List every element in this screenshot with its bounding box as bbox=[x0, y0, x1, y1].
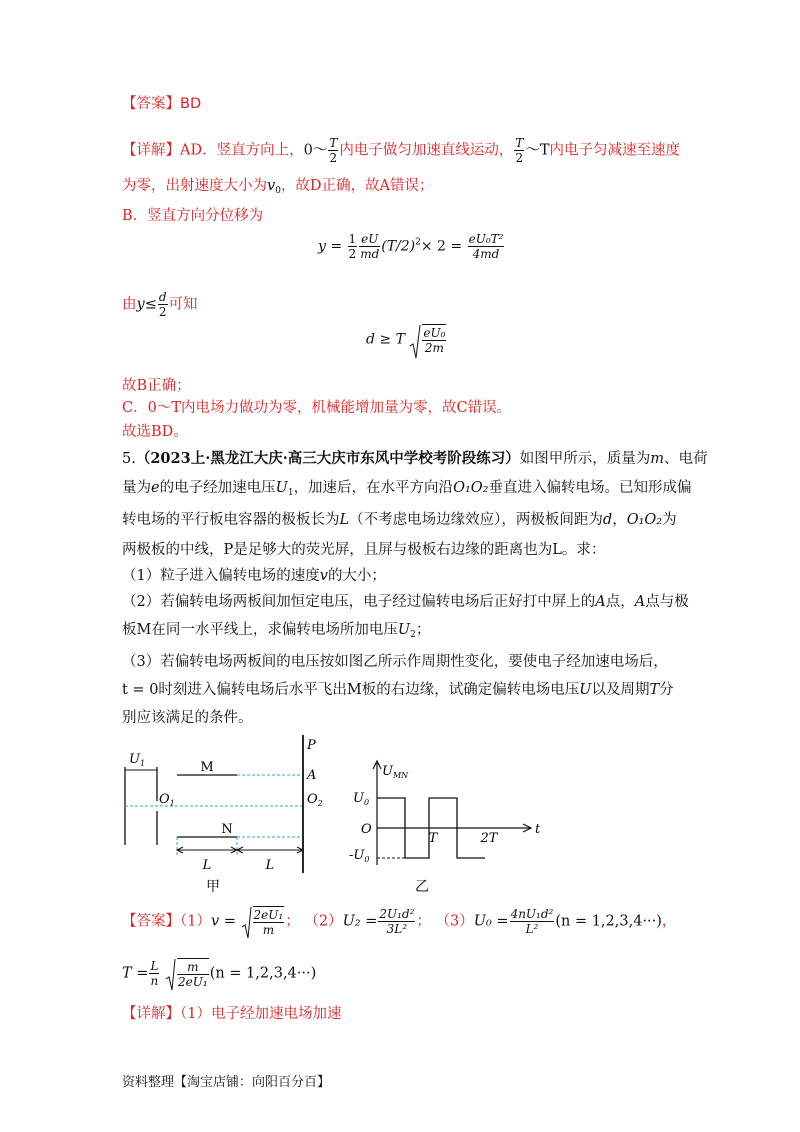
answer-line: 【答案】BD bbox=[122, 96, 202, 112]
label-l-left: L bbox=[202, 858, 212, 873]
label-n: N bbox=[221, 822, 233, 837]
q5-sub-3c: 别应该满足的条件。 bbox=[122, 710, 253, 726]
label-m: M bbox=[200, 760, 214, 775]
label-p: P bbox=[307, 738, 316, 753]
q5-line-2: 量为e的电子经加速电压$U_1$，加速后，在水平方向沿O₁O₂垂直进入偏转电场。已知形成偏 bbox=[122, 480, 692, 498]
figure-jia bbox=[115, 735, 325, 895]
equation-displacement: y = $\frac{1}{2}$ $\frac{eU}{md}$ $(T/2)^2\times 2$ = $\frac{\text{eU₀T²}}{4md}$ bbox=[318, 232, 504, 261]
figure-yi bbox=[345, 755, 555, 895]
sqrt-sign bbox=[241, 906, 252, 940]
label-u0: $U_0$ bbox=[353, 791, 370, 807]
sqrt-sign bbox=[409, 324, 421, 360]
label-neg-u0: $-U_0$ bbox=[349, 848, 370, 864]
q5-sub-2b: 板M在同一水平线上，求偏转电场所加电压$U_2$； bbox=[122, 622, 431, 640]
fraction-T-over-2: $\frac{T}{2}$ bbox=[329, 136, 338, 165]
label-a: A bbox=[307, 768, 317, 783]
q5-line-4: 两极板的中线，P是足够大的荧光屏，且屏与极板右边缘的距离也为L。求： bbox=[122, 542, 606, 558]
q5-line-1: 5.（2023上·黑龙江大庆·高三大庆市东风中学校考阶段练习）如图甲所示，质量为m、电荷 bbox=[122, 450, 708, 467]
label-u-mn: $U_{MN}$ bbox=[382, 764, 409, 780]
label-t-tick: T bbox=[428, 831, 438, 846]
caption-jia: 甲 bbox=[206, 879, 220, 895]
label-o2: $O_2$ bbox=[307, 792, 323, 808]
q5-sub-2: （2）若偏转电场两板间加恒定电压，电子经过偏转电场后正好打中屏上的A点，A点与极 bbox=[122, 594, 689, 610]
label-t-axis: t bbox=[535, 822, 541, 837]
q5-sub-1: （1）粒子进入偏转电场的速度v的大小； bbox=[122, 568, 386, 584]
condition-line: 由y≤ $\frac{d}{2}$ 可知 bbox=[122, 290, 198, 319]
detail-line-2: 为零，出射速度大小为$v_0$，故D正确，故A错误； bbox=[122, 178, 434, 196]
label-l-right: L bbox=[265, 858, 275, 873]
fraction-T-over-2: $\frac{T}{2}$ bbox=[515, 136, 524, 165]
q5-detail-line: 【详解】（1）电子经加速电场加速 bbox=[122, 1006, 342, 1022]
detail-b-line: B．竖直方向分位移为 bbox=[122, 208, 264, 224]
c-line: C．0～T内电场力做功为零，机械能增加量为零，故C错误。 bbox=[122, 400, 512, 416]
detail-ad-line: 【详解】AD．竖直方向上，0～ $\frac{T}{2}$ 内电子做匀加速直线运动， $\frac{T}{2}$ ～T内电子匀减速至速度 bbox=[122, 136, 681, 165]
label-u1: $U_1$ bbox=[129, 752, 146, 768]
caption-yi: 乙 bbox=[415, 879, 429, 895]
b-conclusion: 故B正确； bbox=[122, 378, 191, 394]
final-line: 故选BD。 bbox=[122, 424, 188, 440]
q5-answer-T-line: T = $\frac{L}{n}$ $\frac{m}{\text{2eU₁}}$ (n = 1,2,3,4···) bbox=[122, 958, 316, 989]
q5-sub-3: （3）若偏转电场两板间的电压按如图乙所示作周期性变化，要使电子经加速电场后， bbox=[122, 654, 668, 670]
sqrt-sign bbox=[165, 958, 176, 992]
page-footer: 资料整理【淘宝店铺：向阳百分百】 bbox=[122, 1075, 331, 1090]
label-origin: O bbox=[361, 822, 372, 837]
label-o1: $O_1$ bbox=[159, 792, 175, 808]
q5-answer-line: 【答案】（1）v = $\frac{\text{2eU₁}}{m}$ ； （2）U₂ = $\frac{\text{2U₁d²}}{\text{3L²}}$ ； （3）U₀ = $\frac{\text{4nU₁d²}}{\text{L²}}$ (n = 1,2,3,4···)， bbox=[122, 906, 676, 937]
inequality-d: d ≥ T $\frac{\text{eU₀}}{2m}$ bbox=[366, 324, 447, 355]
label-2t-tick: 2T bbox=[480, 831, 498, 846]
q5-line-3: 转电场的平行板电容器的极板长为L（不考虑电场边缘效应），两极板间距为d，O₁O₂为 bbox=[122, 512, 677, 528]
q5-sub-3b: t = 0时刻进入偏转电场后水平飞出M板的右边缘，试确定偏转电场电压U以及周期T分 bbox=[122, 682, 674, 698]
